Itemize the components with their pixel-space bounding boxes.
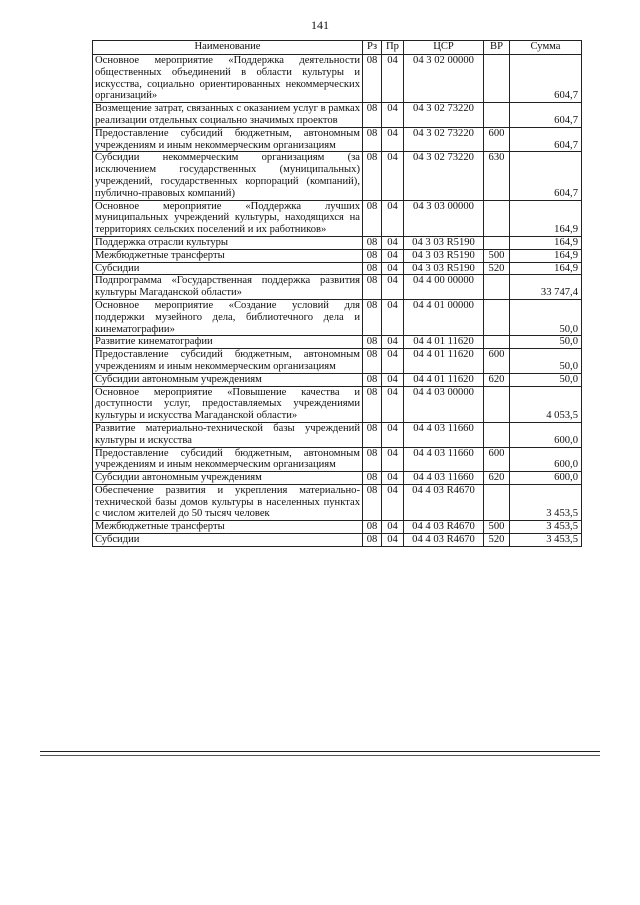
- cell-csr: 04 4 03 R4670: [404, 484, 484, 520]
- cell-sum: 604,7: [510, 103, 582, 128]
- cell-name: Субсидии: [93, 262, 363, 275]
- cell-rz: 08: [363, 373, 382, 386]
- cell-vr: [484, 55, 510, 103]
- cell-sum: 604,7: [510, 55, 582, 103]
- table-row: [93, 472, 582, 485]
- cell-sum: 600,0: [510, 472, 582, 485]
- cell-pr: 04: [382, 534, 404, 547]
- cell-csr: 04 3 03 R5190: [404, 249, 484, 262]
- cell-csr: 04 3 02 00000: [404, 55, 484, 103]
- cell-sum: 4 053,5: [510, 386, 582, 422]
- cell-name: Развитие материально-технической базы учреждений культуры и искусства: [93, 422, 363, 447]
- cell-vr: 520: [484, 534, 510, 547]
- cell-rz: 08: [363, 152, 382, 200]
- cell-pr: 04: [382, 336, 404, 349]
- header-sum: Сумма: [510, 41, 582, 55]
- cell-name: Предоставление субсидий бюджетным, автономным учреждениям и иным некоммерческим организациям: [93, 349, 363, 374]
- cell-pr: 04: [382, 521, 404, 534]
- cell-rz: 08: [363, 200, 382, 236]
- cell-pr: 04: [382, 373, 404, 386]
- cell-name: Субсидии автономным учреждениям: [93, 373, 363, 386]
- cell-name: Подпрограмма «Государственная поддержка развития культуры Магаданской области»: [93, 275, 363, 300]
- cell-csr: 04 4 01 11620: [404, 349, 484, 374]
- cell-csr: 04 4 01 11620: [404, 336, 484, 349]
- cell-vr: 500: [484, 249, 510, 262]
- cell-pr: 04: [382, 447, 404, 472]
- cell-sum: 164,9: [510, 236, 582, 249]
- footer-rule: [40, 751, 600, 752]
- cell-pr: 04: [382, 386, 404, 422]
- cell-rz: 08: [363, 249, 382, 262]
- cell-sum: 600,0: [510, 447, 582, 472]
- cell-rz: 08: [363, 484, 382, 520]
- cell-vr: [484, 336, 510, 349]
- cell-rz: 08: [363, 55, 382, 103]
- cell-pr: 04: [382, 103, 404, 128]
- cell-pr: 04: [382, 349, 404, 374]
- table-row: [93, 447, 582, 472]
- cell-csr: 04 3 03 R5190: [404, 236, 484, 249]
- table-row: [93, 349, 582, 374]
- cell-csr: 04 3 02 73220: [404, 103, 484, 128]
- cell-rz: 08: [363, 336, 382, 349]
- cell-rz: 08: [363, 422, 382, 447]
- cell-rz: 08: [363, 127, 382, 152]
- table-row: [93, 55, 582, 103]
- cell-vr: 630: [484, 152, 510, 200]
- cell-csr: 04 4 03 11660: [404, 422, 484, 447]
- header-vr: ВР: [484, 41, 510, 55]
- cell-vr: [484, 422, 510, 447]
- cell-sum: 3 453,5: [510, 521, 582, 534]
- table-row: [93, 275, 582, 300]
- budget-table: [92, 40, 582, 547]
- cell-pr: 04: [382, 484, 404, 520]
- cell-csr: 04 4 01 11620: [404, 373, 484, 386]
- table-row: [93, 336, 582, 349]
- cell-name: Возмещение затрат, связанных с оказанием услуг в рамках реализации отдельных социально значимых проектов: [93, 103, 363, 128]
- cell-name: Субсидии некоммерческим организациям (за исключением государственных (муниципальных) учреждений, государственных корпораций (компаний), публично-правовых компаний): [93, 152, 363, 200]
- table-row: [93, 127, 582, 152]
- cell-vr: [484, 236, 510, 249]
- cell-name: Основное мероприятие «Повышение качества и доступности услуг, предоставляемых учреждениями культуры и искусства Магаданской области»: [93, 386, 363, 422]
- cell-rz: 08: [363, 299, 382, 335]
- cell-pr: 04: [382, 472, 404, 485]
- cell-vr: 600: [484, 127, 510, 152]
- cell-rz: 08: [363, 262, 382, 275]
- cell-csr: 04 3 03 00000: [404, 200, 484, 236]
- cell-vr: 620: [484, 472, 510, 485]
- cell-vr: [484, 103, 510, 128]
- footer-rule-thin: [40, 755, 600, 756]
- cell-name: Предоставление субсидий бюджетным, автономным учреждениям и иным некоммерческим организациям: [93, 127, 363, 152]
- header-rz: Рз: [363, 41, 382, 55]
- cell-name: Основное мероприятие «Поддержка деятельности общественных объединений в области культуры и искусства, социально ориентированных некоммерческих организаций»: [93, 55, 363, 103]
- table-row: [93, 262, 582, 275]
- cell-pr: 04: [382, 275, 404, 300]
- cell-rz: 08: [363, 534, 382, 547]
- cell-sum: 3 453,5: [510, 484, 582, 520]
- cell-vr: [484, 275, 510, 300]
- cell-sum: 604,7: [510, 127, 582, 152]
- cell-name: Основное мероприятие «Поддержка лучших муниципальных учреждений культуры, находящихся на территориях сельских поселений и их работников»: [93, 200, 363, 236]
- cell-pr: 04: [382, 236, 404, 249]
- cell-rz: 08: [363, 275, 382, 300]
- page-number: 141: [311, 18, 329, 32]
- cell-sum: 164,9: [510, 249, 582, 262]
- cell-vr: 500: [484, 521, 510, 534]
- cell-rz: 08: [363, 447, 382, 472]
- cell-name: Субсидии автономным учреждениям: [93, 472, 363, 485]
- cell-pr: 04: [382, 55, 404, 103]
- table-row: [93, 521, 582, 534]
- table-row: [93, 299, 582, 335]
- cell-name: Субсидии: [93, 534, 363, 547]
- cell-pr: 04: [382, 152, 404, 200]
- cell-pr: 04: [382, 127, 404, 152]
- cell-vr: [484, 299, 510, 335]
- cell-csr: 04 3 02 73220: [404, 127, 484, 152]
- cell-name: Поддержка отрасли культуры: [93, 236, 363, 249]
- cell-vr: 600: [484, 349, 510, 374]
- cell-vr: [484, 200, 510, 236]
- table-row: [93, 534, 582, 547]
- cell-vr: 600: [484, 447, 510, 472]
- header-pr: Пр: [382, 41, 404, 55]
- table-row: [93, 484, 582, 520]
- cell-name: Межбюджетные трансферты: [93, 521, 363, 534]
- table-row: [93, 386, 582, 422]
- cell-rz: 08: [363, 349, 382, 374]
- cell-sum: 50,0: [510, 299, 582, 335]
- cell-pr: 04: [382, 200, 404, 236]
- cell-vr: 620: [484, 373, 510, 386]
- cell-sum: 50,0: [510, 373, 582, 386]
- table-row: [93, 249, 582, 262]
- table-row: [93, 422, 582, 447]
- cell-rz: 08: [363, 521, 382, 534]
- cell-sum: 50,0: [510, 349, 582, 374]
- header-name: Наименование: [93, 41, 363, 55]
- table-row: [93, 373, 582, 386]
- cell-pr: 04: [382, 249, 404, 262]
- cell-csr: 04 4 03 R4670: [404, 521, 484, 534]
- cell-vr: 520: [484, 262, 510, 275]
- cell-vr: [484, 484, 510, 520]
- cell-pr: 04: [382, 299, 404, 335]
- cell-sum: 3 453,5: [510, 534, 582, 547]
- cell-csr: 04 4 03 R4670: [404, 534, 484, 547]
- cell-vr: [484, 386, 510, 422]
- cell-csr: 04 4 01 00000: [404, 299, 484, 335]
- cell-rz: 08: [363, 236, 382, 249]
- cell-sum: 33 747,4: [510, 275, 582, 300]
- cell-csr: 04 4 03 11660: [404, 472, 484, 485]
- cell-csr: 04 3 03 R5190: [404, 262, 484, 275]
- header-csr: ЦСР: [404, 41, 484, 55]
- cell-sum: 604,7: [510, 152, 582, 200]
- table-row: [93, 200, 582, 236]
- cell-csr: 04 4 03 00000: [404, 386, 484, 422]
- cell-rz: 08: [363, 103, 382, 128]
- cell-csr: 04 4 03 11660: [404, 447, 484, 472]
- cell-name: Основное мероприятие «Создание условий для поддержки музейного дела, библиотечного дела и кинематографии»: [93, 299, 363, 335]
- cell-name: Межбюджетные трансферты: [93, 249, 363, 262]
- cell-rz: 08: [363, 386, 382, 422]
- cell-pr: 04: [382, 422, 404, 447]
- table-row: [93, 236, 582, 249]
- table-header-row: [93, 41, 582, 55]
- cell-name: Обеспечение развития и укрепления материально-технической базы домов культуры в населенных пунктах с числом жителей до 50 тысяч человек: [93, 484, 363, 520]
- cell-csr: 04 3 02 73220: [404, 152, 484, 200]
- cell-rz: 08: [363, 472, 382, 485]
- table-row: [93, 152, 582, 200]
- cell-pr: 04: [382, 262, 404, 275]
- cell-sum: 600,0: [510, 422, 582, 447]
- cell-sum: 50,0: [510, 336, 582, 349]
- cell-name: Предоставление субсидий бюджетным, автономным учреждениям и иным некоммерческим организациям: [93, 447, 363, 472]
- cell-csr: 04 4 00 00000: [404, 275, 484, 300]
- cell-sum: 164,9: [510, 200, 582, 236]
- table-row: [93, 103, 582, 128]
- cell-name: Развитие кинематографии: [93, 336, 363, 349]
- cell-sum: 164,9: [510, 262, 582, 275]
